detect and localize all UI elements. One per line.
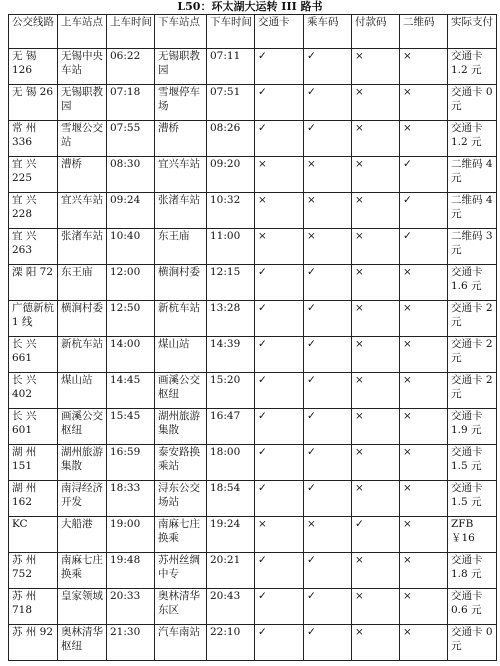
cell-qr-code: ×: [400, 409, 448, 445]
cell-alight-stop: 雪堰停车场: [155, 85, 207, 121]
cell-alight-time: 09:20: [207, 157, 255, 193]
cell-route: 广德新杭 1 线: [9, 301, 58, 337]
cell-ride-code: ✓: [304, 445, 352, 481]
cell-ride-code: ✓: [304, 85, 352, 121]
cell-pay-code: ×: [352, 301, 400, 337]
cell-actual-pay: ZFB ￥16: [448, 517, 497, 553]
cell-route: 常 州 336: [9, 121, 58, 157]
cell-ride-code: ×: [304, 193, 352, 229]
cell-board-time: 08:30: [107, 157, 155, 193]
cell-qr-code: ×: [400, 265, 448, 301]
page-title: L50：环太湖大运转 III 路书: [177, 0, 323, 13]
cell-alight-stop: 张渚车站: [155, 193, 207, 229]
cell-alight-stop: 东王庙: [155, 229, 207, 265]
cell-alight-time: 18:54: [207, 481, 255, 517]
cell-route: KC: [9, 517, 58, 553]
table-row: [9, 121, 497, 157]
cell-actual-pay: 交通卡 0 元: [448, 625, 497, 661]
cell-qr-code: ×: [400, 445, 448, 481]
cell-route: 无 锡 126: [9, 49, 58, 85]
cell-pay-code: ×: [352, 445, 400, 481]
cell-alight-time: 14:39: [207, 337, 255, 373]
cell-board-time: 14:00: [107, 337, 155, 373]
cell-transit-card: ✓: [255, 49, 304, 85]
cell-alight-time: 11:00: [207, 229, 255, 265]
cell-transit-card: ✓: [255, 409, 304, 445]
cell-pay-code: ×: [352, 625, 400, 661]
cell-pay-code: ×: [352, 481, 400, 517]
cell-board-stop: 大船港: [58, 517, 107, 553]
cell-board-time: 09:24: [107, 193, 155, 229]
cell-qr-code: ×: [400, 373, 448, 409]
cell-alight-stop: 南麻七庄换乘: [155, 517, 207, 553]
cell-route: 苏 州 92: [9, 625, 58, 661]
cell-board-time: 21:30: [107, 625, 155, 661]
cell-qr-code: ×: [400, 121, 448, 157]
cell-qr-code: ✓: [400, 193, 448, 229]
cell-transit-card: ×: [255, 193, 304, 229]
cell-transit-card: ✓: [255, 265, 304, 301]
cell-ride-code: ✓: [304, 337, 352, 373]
cell-alight-time: 20:21: [207, 553, 255, 589]
cell-board-stop: 南浔经济开发: [58, 481, 107, 517]
cell-transit-card: ×: [255, 229, 304, 265]
cell-alight-stop: 无锡职教园: [155, 49, 207, 85]
cell-board-stop: 新杭车站: [58, 337, 107, 373]
table-row: [9, 337, 497, 373]
cell-actual-pay: 交通卡 1.2 元: [448, 121, 497, 157]
cell-ride-code: ✓: [304, 49, 352, 85]
cell-alight-time: 16:47: [207, 409, 255, 445]
table-row: [9, 301, 497, 337]
cell-alight-stop: 新杭车站: [155, 301, 207, 337]
cell-board-stop: 皇家领域: [58, 589, 107, 625]
cell-board-time: 12:00: [107, 265, 155, 301]
cell-route: 长 兴 601: [9, 409, 58, 445]
cell-alight-stop: 苏州丝绸中专: [155, 553, 207, 589]
cell-transit-card: ✓: [255, 337, 304, 373]
cell-alight-stop: 宜兴车站: [155, 157, 207, 193]
cell-route: 长 兴 402: [9, 373, 58, 409]
cell-ride-code: ✓: [304, 265, 352, 301]
cell-board-stop: 东王庙: [58, 265, 107, 301]
table-row: [9, 625, 497, 661]
route-table: [8, 14, 497, 661]
table-row: [9, 229, 497, 265]
table-row: [9, 265, 497, 301]
cell-transit-card: ✓: [255, 121, 304, 157]
cell-actual-pay: 交通卡 1.5 元: [448, 481, 497, 517]
cell-transit-card: ✓: [255, 553, 304, 589]
cell-board-stop: 奥林清华枢纽: [58, 625, 107, 661]
table-row: [9, 553, 497, 589]
cell-route: 湖 州 162: [9, 481, 58, 517]
cell-ride-code: ✓: [304, 121, 352, 157]
cell-pay-code: ×: [352, 193, 400, 229]
cell-actual-pay: 交通卡 0.6 元: [448, 589, 497, 625]
cell-actual-pay: 交通卡 1.8 元: [448, 553, 497, 589]
cell-board-time: 19:48: [107, 553, 155, 589]
cell-pay-code: ×: [352, 265, 400, 301]
cell-board-stop: 张渚车站: [58, 229, 107, 265]
cell-route: 宜 兴 263: [9, 229, 58, 265]
cell-transit-card: ×: [255, 157, 304, 193]
header-row: [9, 15, 497, 49]
cell-qr-code: ×: [400, 625, 448, 661]
cell-alight-time: 07:51: [207, 85, 255, 121]
cell-board-time: 20:33: [107, 589, 155, 625]
cell-alight-stop: 横涧村委: [155, 265, 207, 301]
cell-route: 长 兴 661: [9, 337, 58, 373]
cell-qr-code: ✓: [400, 229, 448, 265]
cell-qr-code: ✓: [400, 157, 448, 193]
cell-route: 苏 州 718: [9, 589, 58, 625]
cell-board-stop: 湖州旅游集散: [58, 445, 107, 481]
cell-actual-pay: 交通卡 1.2 元: [448, 49, 497, 85]
table-row: [9, 517, 497, 553]
cell-actual-pay: 交通卡 0 元: [448, 85, 497, 121]
cell-transit-card: ×: [255, 517, 304, 553]
cell-actual-pay: 二维码 4 元: [448, 193, 497, 229]
cell-board-stop: 煤山站: [58, 373, 107, 409]
cell-transit-card: ✓: [255, 589, 304, 625]
cell-actual-pay: 交通卡 2 元: [448, 337, 497, 373]
cell-pay-code: ×: [352, 49, 400, 85]
cell-board-stop: 雪堰公交站: [58, 121, 107, 157]
cell-pay-code: ×: [352, 121, 400, 157]
cell-alight-stop: 煤山站: [155, 337, 207, 373]
cell-alight-stop: 画溪公交枢纽: [155, 373, 207, 409]
cell-board-time: 06:22: [107, 49, 155, 85]
cell-board-stop: 横涧村委: [58, 301, 107, 337]
cell-ride-code: ×: [304, 157, 352, 193]
cell-pay-code: ×: [352, 157, 400, 193]
cell-pay-code: ×: [352, 553, 400, 589]
cell-actual-pay: 交通卡 1.9 元: [448, 409, 497, 445]
cell-actual-pay: 交通卡 1.6 元: [448, 265, 497, 301]
cell-alight-stop: 泰安路换乘站: [155, 445, 207, 481]
cell-alight-time: 08:26: [207, 121, 255, 157]
cell-alight-time: 13:28: [207, 301, 255, 337]
header-actual-pay: 实际支付: [448, 15, 497, 49]
header-ride-code: 乘车码: [304, 15, 352, 49]
cell-transit-card: ✓: [255, 301, 304, 337]
cell-actual-pay: 二维码 3 元: [448, 229, 497, 265]
cell-qr-code: ×: [400, 517, 448, 553]
cell-ride-code: ✓: [304, 625, 352, 661]
cell-board-stop: 画溪公交枢纽: [58, 409, 107, 445]
cell-alight-stop: 浔东公交场站: [155, 481, 207, 517]
cell-route: 宜 兴 228: [9, 193, 58, 229]
cell-qr-code: ×: [400, 481, 448, 517]
cell-alight-time: 19:24: [207, 517, 255, 553]
cell-actual-pay: 交通卡 2 元: [448, 373, 497, 409]
table-row: [9, 49, 497, 85]
cell-alight-time: 12:15: [207, 265, 255, 301]
cell-actual-pay: 交通卡 1.5 元: [448, 445, 497, 481]
cell-pay-code: ✓: [352, 517, 400, 553]
table-row: [9, 445, 497, 481]
cell-ride-code: ✓: [304, 553, 352, 589]
cell-alight-time: 22:10: [207, 625, 255, 661]
cell-transit-card: ✓: [255, 625, 304, 661]
cell-qr-code: ×: [400, 85, 448, 121]
cell-alight-time: 07:11: [207, 49, 255, 85]
cell-ride-code: ×: [304, 517, 352, 553]
cell-pay-code: ×: [352, 337, 400, 373]
cell-qr-code: ×: [400, 301, 448, 337]
route-rows: [9, 49, 497, 661]
cell-board-stop: 无锡中央车站: [58, 49, 107, 85]
cell-route: 湖 州 151: [9, 445, 58, 481]
cell-transit-card: ✓: [255, 85, 304, 121]
cell-alight-time: 18:00: [207, 445, 255, 481]
cell-pay-code: ×: [352, 589, 400, 625]
header-transit-card: 交通卡: [255, 15, 304, 49]
table-row: [9, 481, 497, 517]
cell-route: 无 锡 26: [9, 85, 58, 121]
cell-ride-code: ✓: [304, 301, 352, 337]
cell-ride-code: ✓: [304, 589, 352, 625]
cell-route: 苏 州 752: [9, 553, 58, 589]
cell-board-stop: 南麻七庄换乘: [58, 553, 107, 589]
cell-board-time: 16:59: [107, 445, 155, 481]
cell-alight-stop: 汽车南站: [155, 625, 207, 661]
cell-board-time: 15:45: [107, 409, 155, 445]
header-board-stop: 上车站点: [58, 15, 107, 49]
cell-alight-time: 10:32: [207, 193, 255, 229]
cell-alight-time: 20:43: [207, 589, 255, 625]
cell-route: 宜 兴 225: [9, 157, 58, 193]
cell-transit-card: ✓: [255, 445, 304, 481]
cell-ride-code: ✓: [304, 409, 352, 445]
table-row: [9, 157, 497, 193]
cell-board-stop: 宜兴车站: [58, 193, 107, 229]
cell-alight-time: 15:20: [207, 373, 255, 409]
table-row: [9, 85, 497, 121]
cell-route: 溧 阳 72: [9, 265, 58, 301]
cell-pay-code: ×: [352, 85, 400, 121]
table-row: [9, 373, 497, 409]
cell-qr-code: ×: [400, 553, 448, 589]
header-qr-code: 二维码: [400, 15, 448, 49]
table-row: [9, 193, 497, 229]
cell-actual-pay: 交通卡 2 元: [448, 301, 497, 337]
cell-pay-code: ×: [352, 409, 400, 445]
cell-ride-code: ×: [304, 229, 352, 265]
cell-qr-code: ×: [400, 589, 448, 625]
header-route: 公交线路: [9, 15, 58, 49]
header-board-time: 上车时间: [107, 15, 155, 49]
cell-alight-stop: 漕桥: [155, 121, 207, 157]
table-row: [9, 409, 497, 445]
header-alight-time: 下车时间: [207, 15, 255, 49]
cell-alight-stop: 湖州旅游集散: [155, 409, 207, 445]
table-row: [9, 589, 497, 625]
cell-board-time: 07:18: [107, 85, 155, 121]
cell-transit-card: ✓: [255, 373, 304, 409]
cell-board-time: 07:55: [107, 121, 155, 157]
cell-board-time: 19:00: [107, 517, 155, 553]
cell-board-stop: 无锡职教园: [58, 85, 107, 121]
cell-qr-code: ×: [400, 49, 448, 85]
cell-ride-code: ✓: [304, 481, 352, 517]
cell-alight-stop: 奥林清华东区: [155, 589, 207, 625]
cell-board-time: 12:50: [107, 301, 155, 337]
cell-board-time: 10:40: [107, 229, 155, 265]
cell-board-stop: 漕桥: [58, 157, 107, 193]
header-alight-stop: 下车站点: [155, 15, 207, 49]
cell-transit-card: ✓: [255, 481, 304, 517]
cell-qr-code: ×: [400, 337, 448, 373]
cell-board-time: 14:45: [107, 373, 155, 409]
header-pay-code: 付款码: [352, 15, 400, 49]
cell-ride-code: ✓: [304, 373, 352, 409]
cell-pay-code: ×: [352, 229, 400, 265]
cell-board-time: 18:33: [107, 481, 155, 517]
cell-actual-pay: 二维码 4 元: [448, 157, 497, 193]
cell-pay-code: ×: [352, 373, 400, 409]
